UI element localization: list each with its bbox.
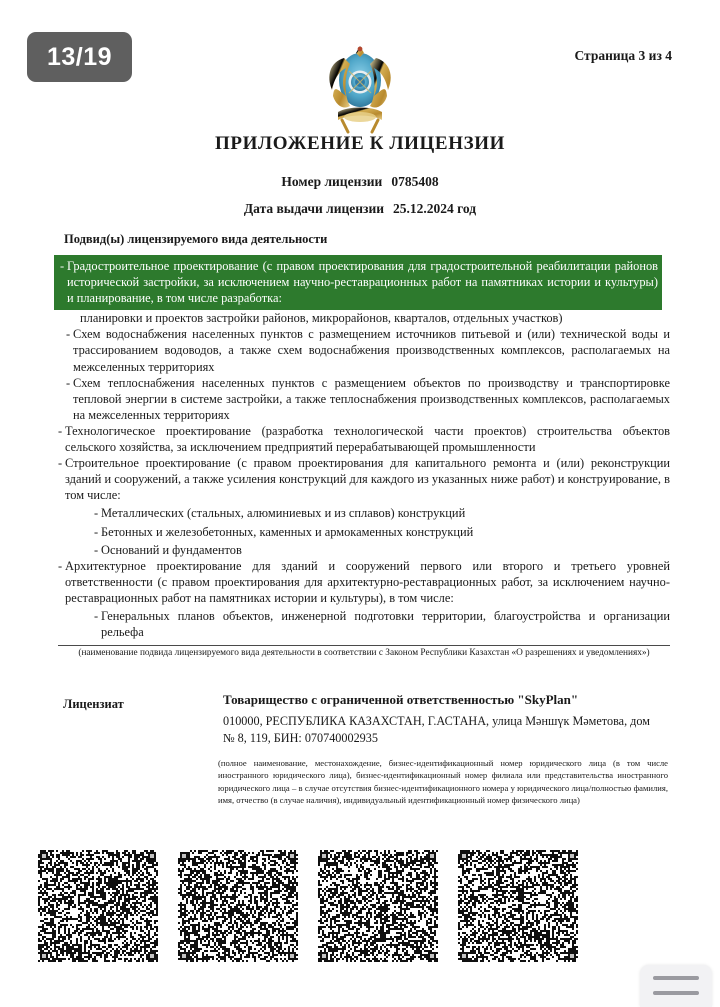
subtype-list-item — [58, 455, 670, 503]
subtype-list-item-text: Генеральных планов объектов, инженерной подготовки территории, благоустройства и организации рельефа — [101, 608, 670, 640]
bullet-dash-icon: - — [58, 456, 63, 471]
viewer-menu-button[interactable] — [640, 965, 712, 1007]
subtype-list-item — [94, 606, 670, 640]
subtype-list-item — [58, 423, 670, 455]
subtype-list-item-text: Металлических (стальных, алюминиевых и из сплавов) конструкций — [101, 506, 466, 521]
license-number-label: Номер лицензии — [281, 174, 383, 189]
subtype-list-item — [58, 558, 670, 606]
subtype-list-item-text: планировки и проектов застройки районов, микрорайонов, кварталов, отдельных участков) — [80, 311, 563, 326]
subtype-list-item-text: Оснований и фундаментов — [101, 542, 242, 557]
qr-code-2 — [178, 850, 298, 962]
bullet-dash-icon: - — [58, 423, 63, 438]
subtypes-footnote: (наименование подвида лицензируемого вида деятельности в соответствии с Законом Республики Казахстан «О разрешениях и уведомлениях») — [78, 648, 650, 658]
subtype-list-item-text: Технологическое проектирование (разработка технологической части проектов) строительства объектов сельского хозяйства, за исключением предприятий перерабатывающей промышленности — [65, 423, 670, 455]
subtype-list-item — [66, 326, 670, 374]
qr-code-3 — [318, 850, 438, 962]
subtype-list-item-text: Архитектурное проектирование для зданий и сооружений первого или второго и третьего уровней ответственности (с правом проектирования для архитектурно-реставрационных работ, за исключением научно-реставрационных работ на памятниках истории и культуры), в том числе: — [65, 558, 670, 605]
subtype-list-item-text: Бетонных и железобетонных, каменных и армокаменных конструкций — [101, 524, 474, 539]
subtype-list-item — [66, 375, 670, 423]
issue-date-row — [0, 201, 720, 217]
bullet-dash-icon: - — [58, 558, 63, 573]
subtypes-heading: Подвид(ы) лицензируемого вида деятельности — [64, 232, 328, 246]
subtype-list-item-text: Строительное проектирование (с правом проектирования для капитального ремонта и (или) реконструкции зданий и сооружений, а также усиления конструкций для каждого из указанных ниже работ) и конструирование, в том числе: — [65, 456, 670, 503]
page-title: ПРИЛОЖЕНИЕ К ЛИЦЕНЗИИ — [215, 133, 505, 154]
licensee-address: 010000, РЕСПУБЛИКА КАЗАХСТАН, Г.АСТАНА, улица Мәншүк Мәметова, дом № 8, 119, БИН: 070740002935 — [223, 714, 650, 745]
kazakhstan-coat-of-arms-icon — [324, 40, 396, 136]
qr-code-row — [38, 850, 578, 962]
footnote-divider — [58, 645, 670, 646]
hamburger-menu-icon — [653, 976, 699, 980]
highlighted-subtype-item — [54, 255, 662, 310]
licensee-footnote: (полное наименование, местонахождение, бизнес-идентификационный номер юридического лица (в том числе иностранного юридического лица), бизнес-идентификационный номер филиала или представительства иностранного юридического лица – в случае отсутствия бизнес-идентификационного номера у юридического лица/полностью фамилия, имя, отчество (в случае наличия), индивидуальный идентификационный номер физического лица) — [218, 758, 668, 805]
subtype-list-item — [94, 522, 670, 540]
bullet-spacer — [73, 310, 80, 326]
highlighted-subtype-text: Градостроительное проектирование (с правом проектирования для градостроительной реабилитации районов исторической застройки, за исключением научно-реставрационных работ на памятниках истории и культуры) и планирование, в том числе разработка: — [67, 259, 658, 306]
bullet-dash-icon: - — [94, 608, 99, 623]
subtype-list-item-text: Схем водоснабжения населенных пунктов с размещением источников питьевой и (или) технической воды и трассированием водоводов, а также схем водоснабжения производственных комплексов, располагаемых на межселенных территориях — [73, 327, 670, 374]
page-counter-badge — [27, 32, 132, 82]
bullet-dash-icon: - — [60, 259, 65, 273]
subtype-list-item-text: Схем теплоснабжения населенных пунктов с размещением объектов по производству и транспортировке тепловой энергии в системе застройки, а также теплоснабжения производственных комплексов, располагаемых на межселенных территориях — [73, 375, 670, 422]
bullet-dash-icon: - — [94, 542, 99, 557]
subtype-list-item — [94, 540, 670, 558]
issue-date-label: Дата выдачи лицензии — [243, 201, 385, 216]
licensee-name: Товарищество с ограниченной ответственностью "SkyPlan" — [223, 692, 579, 707]
license-number-value: 0785408 — [391, 174, 439, 189]
issue-date-value: 25.12.2024 год — [393, 201, 477, 216]
subtypes-list — [58, 255, 670, 640]
subtype-list-item — [94, 503, 670, 521]
page-indicator: Страница 3 из 4 — [574, 48, 672, 63]
bullet-dash-icon: - — [66, 375, 71, 390]
qr-code-1 — [38, 850, 158, 962]
subtypes-items-container — [58, 310, 670, 640]
qr-code-4 — [458, 850, 578, 962]
license-number-row — [0, 174, 720, 190]
subtype-list-item — [73, 310, 670, 326]
hamburger-menu-icon-line2 — [653, 991, 699, 995]
page-counter-text: 13/19 — [46, 42, 113, 71]
bullet-dash-icon: - — [94, 524, 99, 539]
bullet-dash-icon: - — [66, 327, 71, 342]
licensee-label: Лицензиат — [63, 697, 124, 711]
bullet-dash-icon: - — [94, 506, 99, 521]
